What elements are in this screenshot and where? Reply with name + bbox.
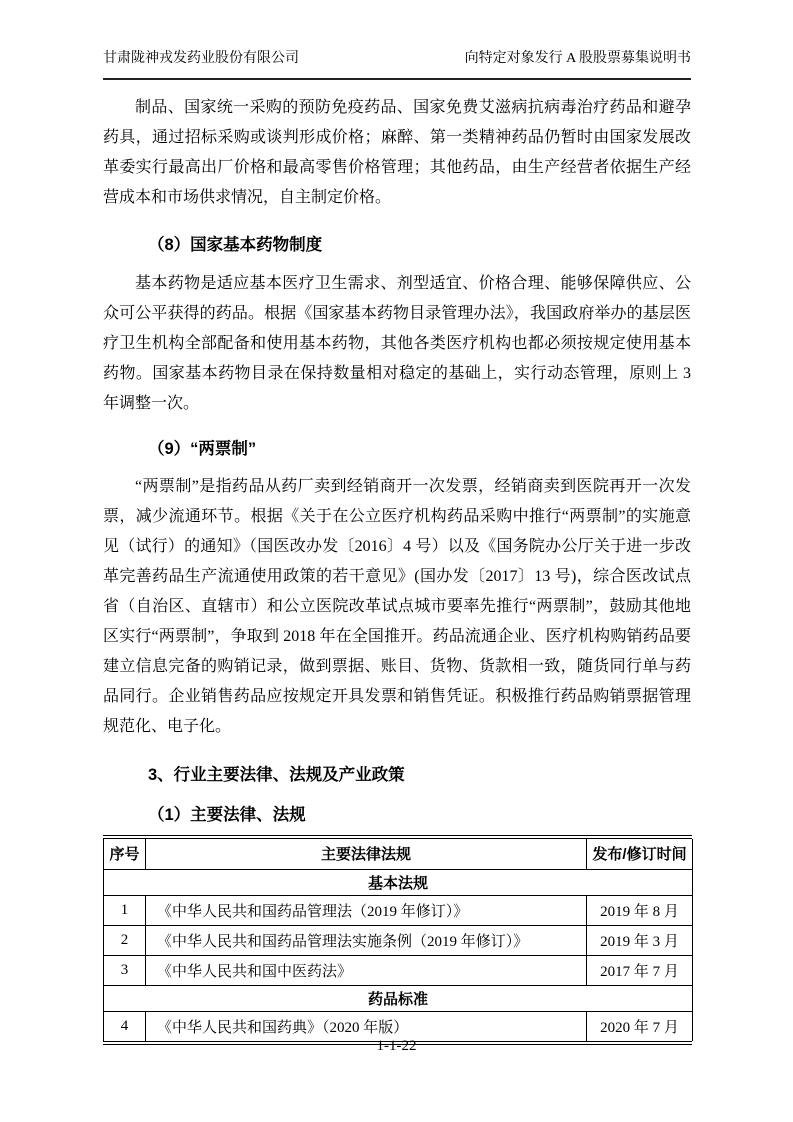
section-title: 基本法规 bbox=[104, 869, 693, 895]
heading-national-essential-drug-system: （8）国家基本药物制度 bbox=[148, 236, 323, 254]
law-date: 2019 年 3 月 bbox=[587, 925, 693, 955]
law-date: 2020 年 7 月 bbox=[587, 1011, 693, 1041]
col-header-issue-date: 发布/修订时间 bbox=[587, 839, 693, 869]
table-row bbox=[104, 955, 693, 985]
paragraph-two-invoice-system: “两票制”是指药品从药厂卖到经销商开一次发票，经销商卖到医院再开一次发票，减少流通环节。根据《关于在公立医疗机构药品采购中推行“两票制”的实施意见（试行）的通知》（国医改办发〔2016〕4 号）以及《国务院办公厅关于进一步改革完善药品生产流通使用政策的若干意见》(国办发〔2017〕13 号)，综合医改试点省（自治区、直辖市）和公立医院改革试点城市要率先推行“两票制”，鼓励其他地区实行“两票制”，争取到 2018 年在全国推开。药品流通企业、医疗机构购销药品要建立信息完备的购销记录，做到票据、账目、货物、货款相一致，随货同行单与药品同行。企业销售药品应按规定开具发票和销售凭证。积极推行药品购销票据管理规范化、电子化。 bbox=[103, 478, 691, 735]
page-number: 1-1-22 bbox=[376, 1038, 417, 1054]
table-row bbox=[104, 895, 693, 925]
heading-industry-laws-policies: 3、行业主要法律、法规及产业政策 bbox=[148, 766, 405, 784]
laws-table bbox=[103, 839, 693, 1041]
col-header-law-name: 主要法律法规 bbox=[146, 839, 587, 869]
table-section-basic-laws bbox=[104, 869, 693, 895]
table-row bbox=[104, 1011, 693, 1041]
law-title: 《中华人民共和国中医药法》 bbox=[146, 955, 587, 985]
law-date: 2017 年 7 月 bbox=[587, 955, 693, 985]
table-header-row bbox=[104, 839, 693, 869]
law-no: 2 bbox=[104, 925, 146, 955]
law-title: 《中华人民共和国药品管理法（2019 年修订）》 bbox=[146, 895, 587, 925]
page-header bbox=[103, 50, 691, 80]
header-company-name: 甘肃陇神戎发药业股份有限公司 bbox=[103, 51, 299, 66]
page-body bbox=[103, 93, 691, 1045]
law-no: 4 bbox=[104, 1011, 146, 1041]
table-section-drug-standards bbox=[104, 985, 693, 1011]
laws-table-wrapper bbox=[103, 835, 692, 1045]
heading-main-laws-regulations: （1）主要法律、法规 bbox=[148, 806, 306, 824]
heading-two-invoice-system: （9）“两票制” bbox=[148, 440, 257, 458]
law-title: 《中华人民共和国药典》（2020 年版） bbox=[146, 1011, 587, 1041]
law-title: 《中华人民共和国药品管理法实施条例（2019 年修订）》 bbox=[146, 925, 587, 955]
col-header-serial-no: 序号 bbox=[104, 839, 146, 869]
paragraph-essential-drugs: 基本药物是适应基本医疗卫生需求、剂型适宜、价格合理、能够保障供应、公众可公平获得的药品。根据《国家基本药物目录管理办法》，我国政府举办的基层医疗卫生机构全部配备和使用基本药物，其他各类医疗机构也都必须按规定使用基本药物。国家基本药物目录在保持数量相对稳定的基础上，实行动态管理，原则上 3 年调整一次。 bbox=[103, 275, 691, 412]
law-no: 1 bbox=[104, 895, 146, 925]
law-no: 3 bbox=[104, 955, 146, 985]
table-row bbox=[104, 925, 693, 955]
section-title: 药品标准 bbox=[104, 985, 693, 1011]
law-date: 2019 年 8 月 bbox=[587, 895, 693, 925]
header-document-title: 向特定对象发行 A 股股票募集说明书 bbox=[464, 51, 691, 66]
paragraph-drug-pricing: 制品、国家统一采购的预防免疫药品、国家免费艾滋病抗病毒治疗药品和避孕药具，通过招标采购或谈判形成价格；麻醉、第一类精神药品仍暂时由国家发展改革委实行最高出厂价格和最高零售价格管理；其他药品，由生产经营者依据生产经营成本和市场供求情况，自主制定价格。 bbox=[103, 99, 691, 206]
